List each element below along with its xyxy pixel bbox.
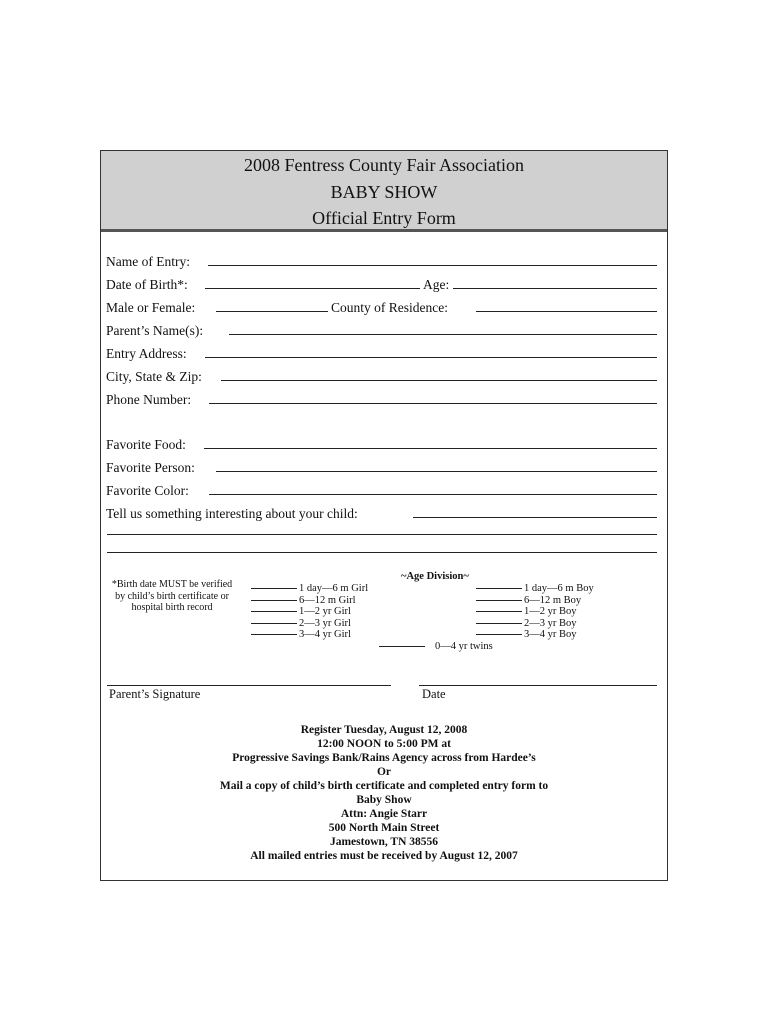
registration-info (101, 723, 667, 863)
header-form-name: Official Entry Form (312, 208, 456, 228)
interesting-label: Tell us something interesting about your child: (106, 506, 358, 521)
dob-label: Date of Birth*: (106, 277, 188, 292)
interesting-field-line-3[interactable] (107, 552, 657, 553)
address-field[interactable] (205, 357, 657, 358)
name-label: Name of Entry: (106, 254, 190, 269)
form-header (101, 151, 667, 232)
food-label: Favorite Food: (106, 437, 186, 452)
register-line: 12:00 NOON to 5:00 PM at (317, 738, 451, 750)
county-label: County of Residence: (331, 300, 448, 315)
interesting-field-line-2[interactable] (107, 534, 657, 535)
age-option-girl-3-4y[interactable]: 3—4 yr Girl (251, 629, 351, 640)
header-title: 2008 Fentress County Fair Association (244, 155, 524, 175)
parents-label: Parent’s Name(s): (106, 323, 204, 338)
food-field[interactable] (204, 448, 657, 449)
sex-field[interactable] (216, 311, 328, 312)
register-line: Register Tuesday, August 12, 2008 (300, 724, 468, 736)
county-field[interactable] (476, 311, 657, 312)
register-line: 500 North Main Street (328, 822, 440, 834)
city-field[interactable] (221, 380, 657, 381)
entry-form (100, 150, 668, 881)
age-option-boy-0-6m[interactable]: 1 day—6 m Boy (476, 583, 594, 594)
person-field[interactable] (216, 471, 657, 472)
birth-date-note: *Birth date MUST be verified by child’s birth certificate or hospital birth record (111, 579, 233, 613)
dob-field[interactable] (205, 288, 420, 289)
interesting-field[interactable] (413, 517, 657, 518)
color-field[interactable] (209, 494, 657, 495)
color-label: Favorite Color: (106, 483, 189, 498)
age-option-boy-1-2y[interactable]: 1—2 yr Boy (476, 606, 577, 617)
register-line: Mail a copy of child’s birth certificate and completed entry form to (219, 780, 549, 792)
age-label: Age: (423, 277, 450, 292)
age-option-boy-2-3y[interactable]: 2—3 yr Boy (476, 618, 577, 629)
age-option-girl-1-2y[interactable]: 1—2 yr Girl (251, 606, 351, 617)
parent-signature-field[interactable] (107, 685, 391, 686)
date-field[interactable] (419, 685, 657, 686)
person-label: Favorite Person: (106, 460, 195, 475)
age-option-girl-6-12m[interactable]: 6—12 m Girl (251, 595, 356, 606)
age-field[interactable] (453, 288, 657, 289)
city-label: City, State & Zip: (106, 369, 202, 384)
date-label: Date (422, 687, 446, 701)
phone-field[interactable] (209, 403, 657, 404)
register-line: Progressive Savings Bank/Rains Agency across from Hardee’s (232, 752, 536, 764)
address-label: Entry Address: (106, 346, 187, 361)
name-field[interactable] (208, 265, 657, 266)
sex-label: Male or Female: (106, 300, 196, 315)
register-line: Baby Show (356, 794, 412, 806)
age-option-boy-3-4y[interactable]: 3—4 yr Boy (476, 629, 577, 640)
phone-label: Phone Number: (106, 392, 192, 407)
register-line: Or (376, 766, 392, 778)
parent-signature-label: Parent’s Signature (109, 687, 201, 701)
header-subtitle: BABY SHOW (330, 181, 438, 202)
age-option-boy-6-12m[interactable]: 6—12 m Boy (476, 595, 581, 606)
age-option-girl-0-6m[interactable]: 1 day—6 m Girl (251, 583, 368, 594)
register-line: Attn: Angie Starr (340, 808, 428, 820)
age-option-girl-2-3y[interactable]: 2—3 yr Girl (251, 618, 351, 629)
register-line: Jamestown, TN 38556 (329, 836, 439, 848)
age-division-title: ~Age Division~ (401, 571, 469, 582)
age-option-twins[interactable]: 0—4 yr twins (379, 641, 493, 652)
parents-field[interactable] (229, 334, 657, 335)
register-line: All mailed entries must be received by August 12, 2007 (250, 850, 518, 862)
